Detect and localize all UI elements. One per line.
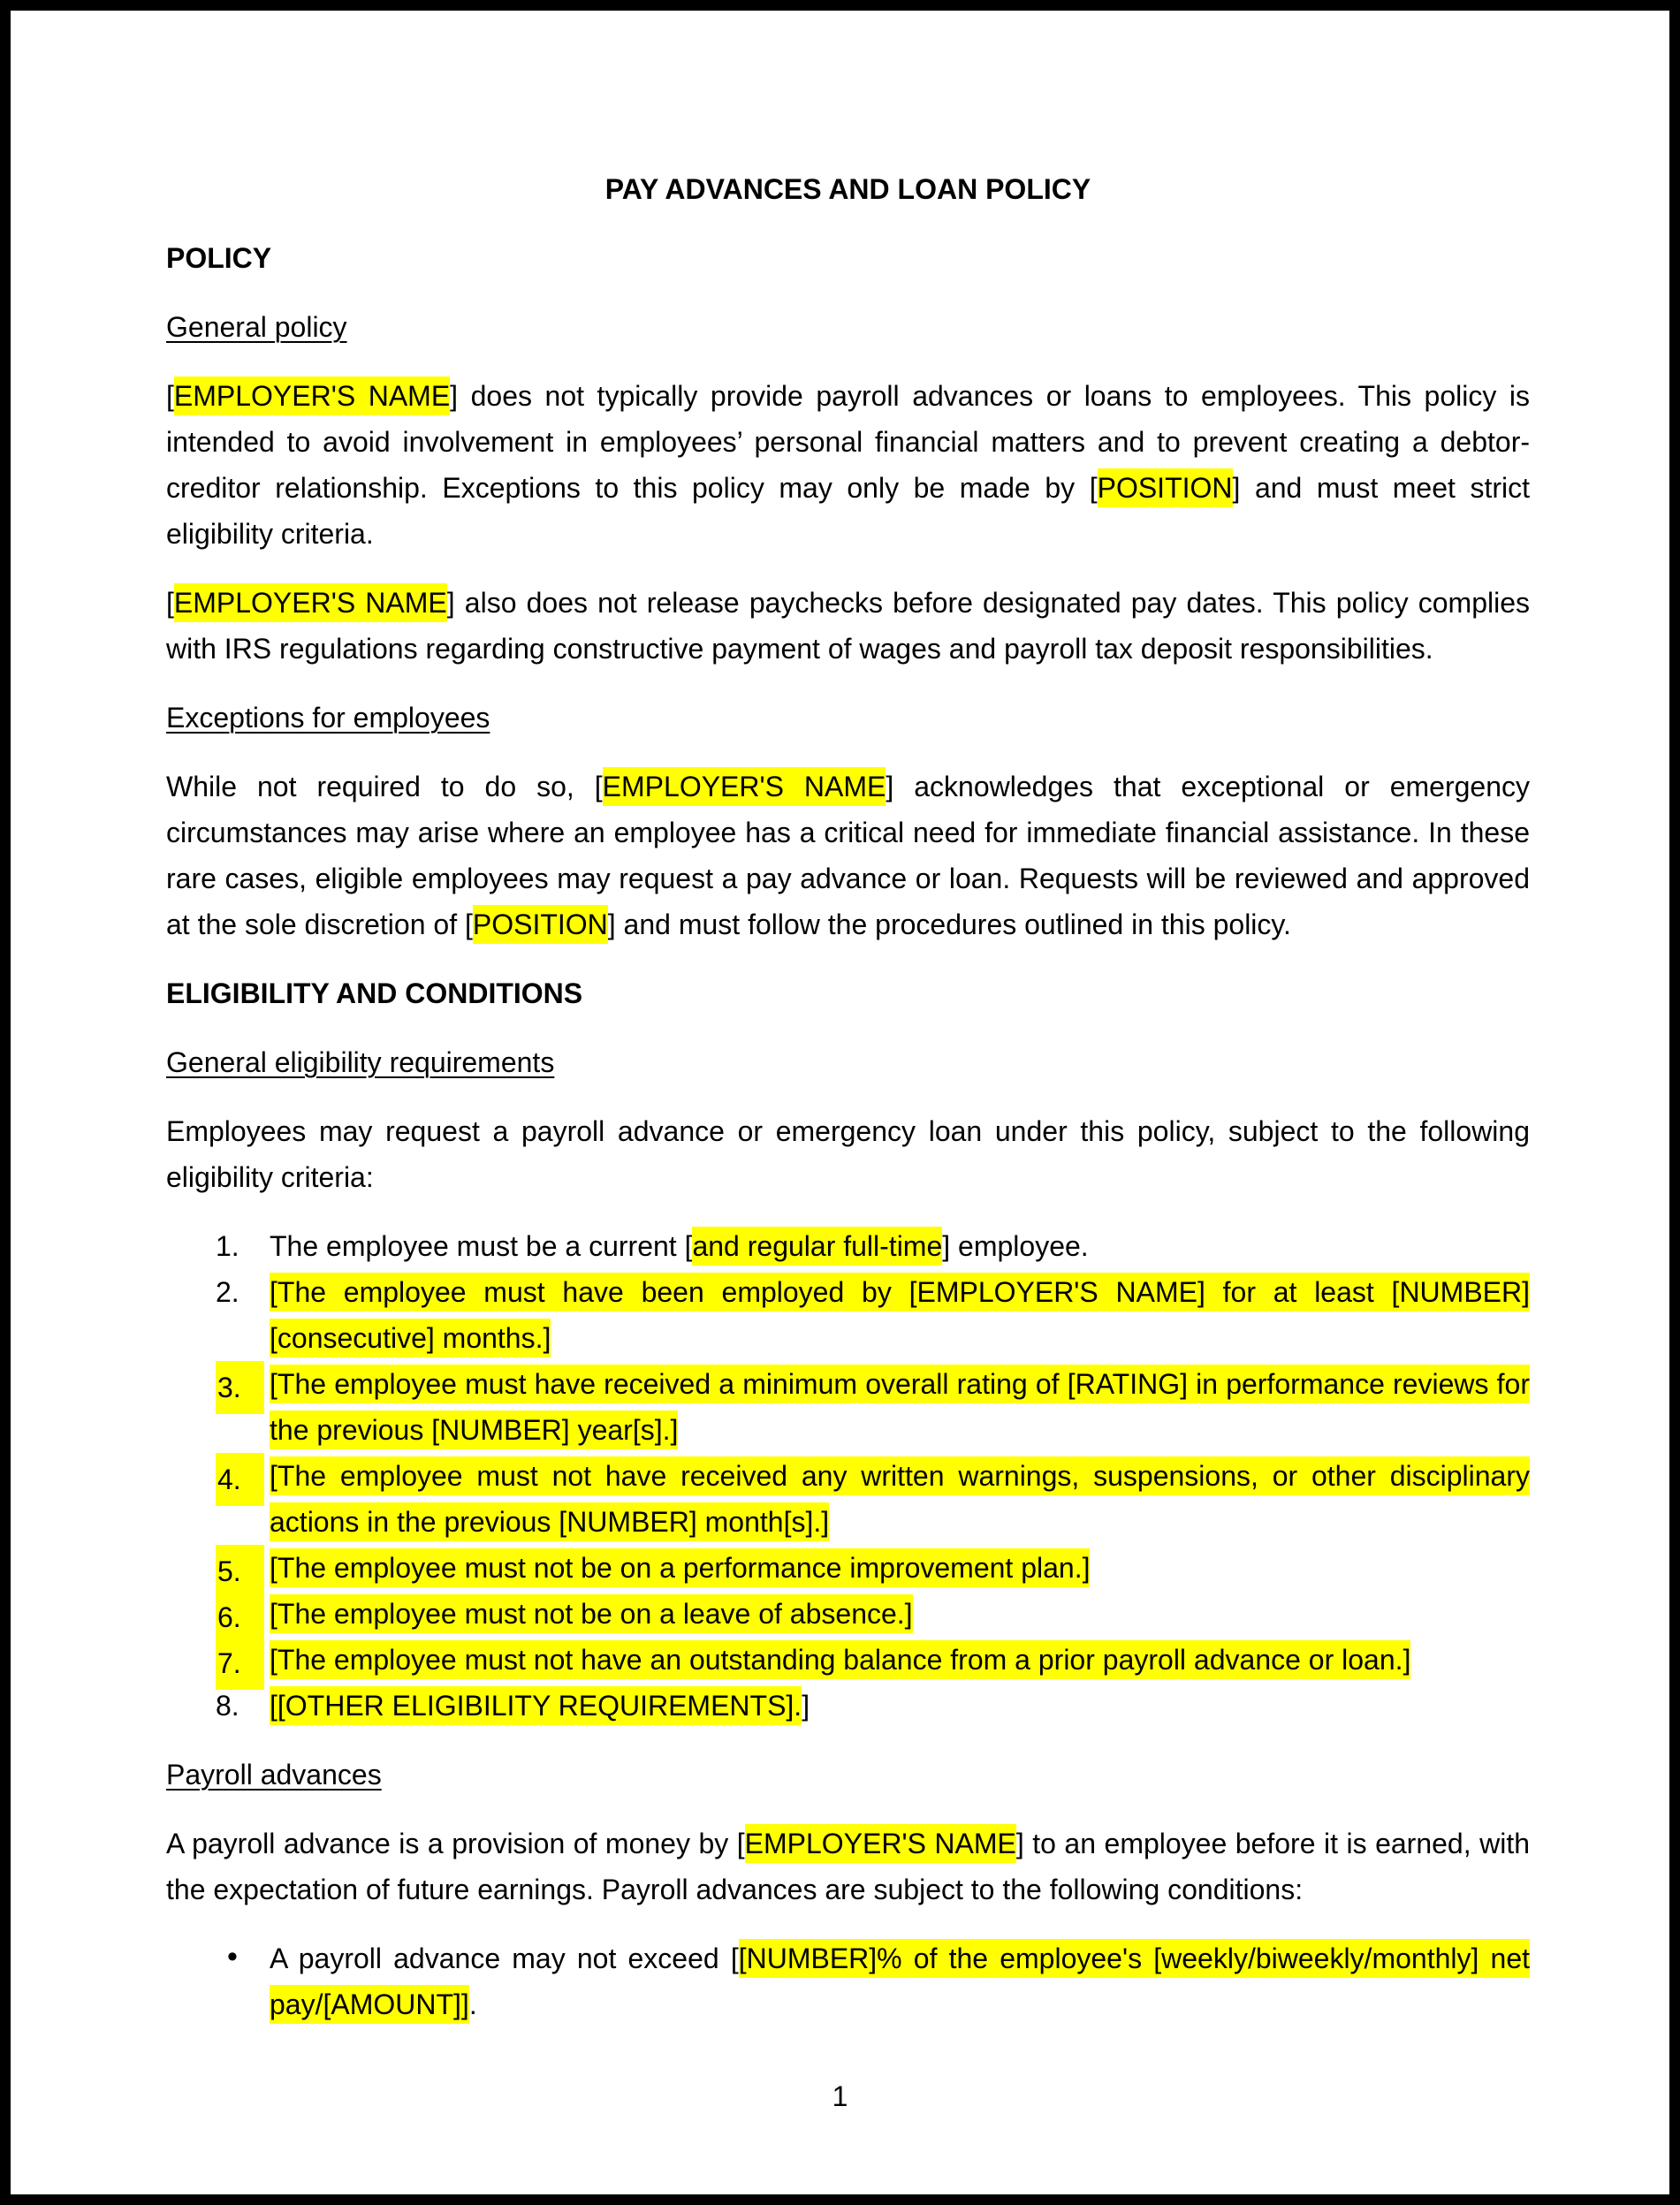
bullet-icon: • xyxy=(227,1940,238,1973)
list-item xyxy=(166,1453,1530,1545)
text-run: ] and must follow the procedures outlined in this policy. xyxy=(607,909,1291,940)
list-item-number: 3. xyxy=(216,1361,264,1414)
list-item xyxy=(166,1361,1530,1453)
text-run: While not required to do so, [ xyxy=(166,771,603,802)
subheading-general-eligibility xyxy=(166,1039,1530,1085)
highlighted-text-run: [The employee must not have an outstanding balance from a prior payroll advance or loan.] xyxy=(270,1640,1410,1679)
highlighted-text-run: and regular full-time xyxy=(692,1227,942,1266)
text-run: ] and must meet strict eligibility criteria. xyxy=(166,472,1531,550)
list-item-text xyxy=(270,1456,1530,1541)
bullet-item xyxy=(166,1935,1530,2027)
highlighted-text-run: EMPLOYER'S NAME xyxy=(745,1824,1016,1863)
list-item-text xyxy=(270,1273,1530,1357)
document-content xyxy=(11,11,1669,2027)
text-run: ] employee. xyxy=(942,1230,1089,1262)
text-run: . xyxy=(468,1988,477,2020)
list-item xyxy=(166,1545,1530,1591)
paragraph-general-policy-2 xyxy=(166,580,1530,672)
highlighted-text-run: EMPLOYER'S NAME xyxy=(174,583,447,622)
list-item-text xyxy=(270,1686,810,1725)
list-item xyxy=(166,1223,1530,1269)
text-run: ] to an employee before it is earned, with the expectation of future earnings. Payroll advances are subject to the following conditions: xyxy=(166,1828,1531,1905)
subheading-general-policy-text: General policy xyxy=(166,311,347,343)
section-heading-policy: POLICY xyxy=(166,242,272,274)
highlighted-text-run: [The employee must not be on a performance improvement plan.] xyxy=(270,1548,1090,1587)
section-heading-eligibility: ELIGIBILITY AND CONDITIONS xyxy=(166,977,583,1009)
list-item xyxy=(166,1269,1530,1361)
text-run: [ xyxy=(166,587,174,619)
text-run: The employee must be a current [ xyxy=(270,1230,693,1262)
paragraph-exceptions xyxy=(166,764,1530,947)
text-run: ] xyxy=(802,1690,810,1722)
list-item-text xyxy=(270,1640,1410,1679)
list-item-text xyxy=(270,1548,1090,1587)
text-run: Employees may request a payroll advance or emergency loan under this policy, subject to the following eligibility criteria: xyxy=(166,1115,1530,1193)
subheading-payroll-advances xyxy=(166,1752,1530,1798)
conditions-bullet-list xyxy=(166,1935,1530,2027)
highlighted-text-run: EMPLOYER'S NAME xyxy=(174,376,450,415)
list-item-number: 4. xyxy=(216,1453,264,1506)
list-item-number: 7. xyxy=(216,1637,264,1690)
highlighted-text-run: [NUMBER]% of the employee's [weekly/biweekly/monthly] net pay/[AMOUNT]] xyxy=(270,1939,1530,2024)
document-title: PAY ADVANCES AND LOAN POLICY xyxy=(604,173,1091,205)
text-run: ] also does not release paychecks before designated pay dates. This policy complies with IRS regulations regarding constructive payment of wages and payroll tax deposit responsibilities. xyxy=(166,587,1531,665)
list-item xyxy=(166,1637,1530,1683)
subheading-general-eligibility-text: General eligibility requirements xyxy=(166,1046,555,1078)
text-run: ] does not typically provide payroll advances or loans to employees. This policy is intended to avoid involvement in employees’ personal financial matters and to prevent creating a debtor-creditor relationship. Exceptions to this policy may only be made by [ xyxy=(166,380,1531,504)
list-item-number: 6. xyxy=(216,1591,264,1644)
highlighted-text-run: EMPLOYER'S NAME xyxy=(603,767,886,806)
text-run: ] acknowledges that exceptional or emergency circumstances may arise where an employee has a critical need for immediate financial assistance. In these rare cases, eligible employees may request a pay advance or loan. Requests will be reviewed and approved at the sole discretion of [ xyxy=(166,771,1531,940)
highlighted-text-run: [The employee must have been employed by [EMPLOYER'S NAME] for at least [NUMBER] [consecutive] months.] xyxy=(270,1273,1530,1357)
text-run: A payroll advance may not exceed [ xyxy=(270,1943,739,1974)
paragraph-general-policy-1 xyxy=(166,373,1530,557)
list-item-number: 1. xyxy=(216,1230,239,1262)
highlighted-text-run: [The employee must not have received any written warnings, suspensions, or other disciplinary actions in the previous [NUMBER] month[s].] xyxy=(270,1456,1530,1541)
list-item-text xyxy=(270,1594,913,1633)
page-number: 1 xyxy=(832,2080,848,2112)
highlighted-text-run: [[OTHER ELIGIBILITY REQUIREMENTS]. xyxy=(270,1686,802,1725)
list-item-text xyxy=(270,1227,1089,1266)
list-item xyxy=(166,1591,1530,1637)
subheading-exceptions xyxy=(166,695,1530,741)
eligibility-list xyxy=(166,1223,1530,1729)
highlighted-text-run: [The employee must have received a minimum overall rating of [RATING] in performance reviews for the previous [NUMBER] year[s].] xyxy=(270,1365,1530,1449)
list-item-text xyxy=(270,1365,1530,1449)
text-run: A payroll advance is a provision of money by [ xyxy=(166,1828,745,1859)
highlighted-text-run: [The employee must not be on a leave of absence.] xyxy=(270,1594,913,1633)
highlighted-text-run: POSITION xyxy=(473,905,608,944)
list-item xyxy=(166,1683,1530,1729)
subheading-payroll-advances-text: Payroll advances xyxy=(166,1759,382,1791)
list-item-number: 2. xyxy=(216,1276,239,1308)
list-item-number: 5. xyxy=(216,1545,264,1598)
paragraph-payroll-advances xyxy=(166,1821,1530,1912)
subheading-general-policy xyxy=(166,304,1530,350)
list-item-number: 8. xyxy=(216,1690,239,1722)
subheading-exceptions-text: Exceptions for employees xyxy=(166,702,490,734)
bullet-item-text xyxy=(270,1939,1530,2024)
paragraph-eligibility-intro xyxy=(166,1108,1530,1200)
text-run: [ xyxy=(166,380,174,412)
highlighted-text-run: POSITION xyxy=(1098,468,1233,507)
